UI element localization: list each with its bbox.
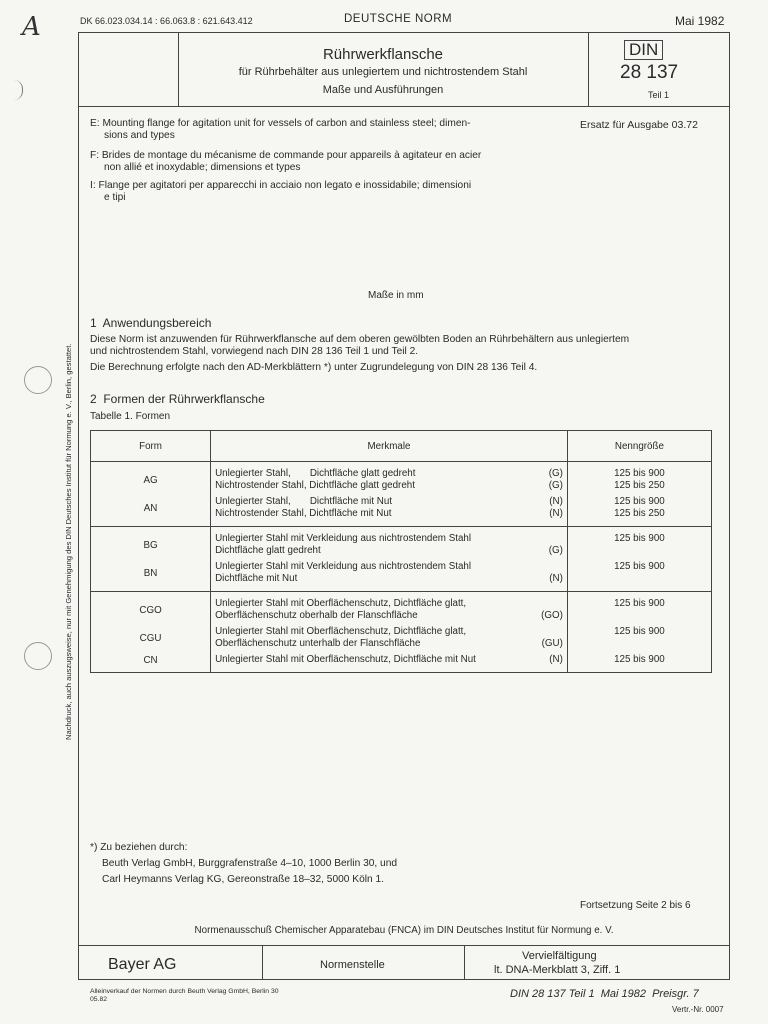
nenngroesse-value: 125 bis 250 <box>614 508 665 519</box>
dk-number: DK 66.023.034.14 : 66.063.8 : 621.643.412 <box>80 16 253 26</box>
merkmal-line <box>215 468 563 480</box>
issue-date: Mai 1982 <box>675 14 725 28</box>
merkmal-text: Dichtfläche mit Nut <box>215 573 298 584</box>
nenngroesse-value: 125 bis 900 <box>614 468 665 479</box>
forms-table <box>90 430 712 673</box>
nenngroesse-cell <box>567 462 711 495</box>
translation-i-line2: e tipi <box>104 192 126 203</box>
table-header-row <box>91 431 712 462</box>
merkmal-text: Nichtrostender Stahl, Dichtfläche glatt gedreht <box>215 480 415 491</box>
merkmale-cell <box>211 592 568 625</box>
section1-heading: 1 Anwendungsbereich <box>90 316 212 330</box>
section1-p2: Die Berechnung erfolgte nach den AD-Merkblättern *) unter Zugrundelegung von DIN 28 136 Teil 4. <box>90 362 538 373</box>
nenngroesse-value <box>572 638 707 650</box>
table-row <box>91 462 712 495</box>
header-form: Form <box>91 431 211 462</box>
merkmal-code: (G) <box>548 468 563 479</box>
translation-english <box>90 118 560 142</box>
merkmal-text: Unlegierter Stahl mit Verkleidung aus nichtrostendem Stahl <box>215 561 472 572</box>
merkmal-code: (N) <box>549 654 563 665</box>
stamp-divider <box>78 945 730 946</box>
form-code: AG <box>91 462 211 495</box>
table-row <box>91 494 712 527</box>
merkmal-text: Oberflächenschutz oberhalb der Flanschfläche <box>215 610 418 621</box>
form-code: CN <box>91 652 211 673</box>
footnote-line1: *) Zu beziehen durch: <box>90 842 188 853</box>
table-row <box>91 527 712 560</box>
merkmale-cell <box>211 624 568 652</box>
doc-title: Rührwerkflansche <box>322 46 444 63</box>
section1-p1-line2: und nichtrostendem Stahl, vorwiegend nach DIN 28 136 Teil 1 und Teil 2. <box>90 346 419 357</box>
sales-note-line2: 05.82 <box>90 996 108 1003</box>
translation-f-line2: non allié et inoxydable; dimensions et types <box>104 162 301 173</box>
merkmal-text: Unlegierter Stahl mit Oberflächenschutz, Dichtfläche glatt, <box>215 598 467 609</box>
department-stamp: Normenstelle <box>320 959 385 971</box>
translation-e-line1: E: Mounting flange for agitation unit for vessels of carbon and stainless steel; dimen- <box>90 118 471 129</box>
units-note: Maße in mm <box>368 290 424 301</box>
translation-f-line1: F: Brides de montage du mécanisme de commande pour appareils à agitateur en acier <box>90 150 482 161</box>
nenngroesse-cell <box>567 527 711 560</box>
footnote-line3: Carl Heymanns Verlag KG, Gereonstraße 18–32, 5000 Köln 1. <box>102 874 385 885</box>
form-code: CGU <box>91 624 211 652</box>
form-code: AN <box>91 494 211 527</box>
merkmal-code: (N) <box>549 573 563 584</box>
stamp-divider-1 <box>262 945 263 980</box>
table-row <box>91 559 712 592</box>
merkmal-text: Unlegierter Stahl, Dichtfläche mit Nut <box>215 496 393 507</box>
merkmal-line <box>215 533 563 545</box>
nenngroesse-value <box>572 573 707 585</box>
form-code: BN <box>91 559 211 592</box>
merkmal-line <box>215 508 563 520</box>
merkmale-cell <box>211 462 568 495</box>
merkmal-line <box>215 545 563 557</box>
merkmal-text: Unlegierter Stahl, Dichtfläche glatt gedreht <box>215 468 416 479</box>
nenngroesse-value: 125 bis 900 <box>614 561 665 572</box>
merkmal-code: (G) <box>548 480 563 491</box>
translation-e-line2: sions and types <box>104 130 175 141</box>
reproduction-stamp: Vervielfältigung <box>522 950 597 962</box>
merkmal-line <box>215 573 563 585</box>
committee-line: Normenausschuß Chemischer Apparatebau (FNCA) im DIN Deutsches Institut für Normung e. V. <box>194 925 614 936</box>
nenngroesse-cell <box>567 624 711 652</box>
doc-subtitle-2: Maße und Ausführungen <box>322 84 444 96</box>
merkmal-code: (N) <box>549 496 563 507</box>
merkmal-text: Unlegierter Stahl mit Oberflächenschutz, Dichtfläche mit Nut <box>215 654 476 665</box>
norm-type: DEUTSCHE NORM <box>344 13 453 25</box>
nenngroesse-cell <box>567 494 711 527</box>
vertical-reprint-note: Nachdruck, auch auszugsweise, nur mit Genehmigung des DIN Deutsches Institut für Normung e. V., Berlin, gestattet. <box>64 343 73 740</box>
doc-reference: DIN 28 137 Teil 1 Mai 1982 Preisgr. 7 <box>510 988 699 1000</box>
nenngroesse-value: 125 bis 250 <box>614 480 665 491</box>
merkmale-cell <box>211 559 568 592</box>
merkmal-text: Unlegierter Stahl mit Verkleidung aus nichtrostendem Stahl <box>215 533 472 544</box>
form-code: CGO <box>91 592 211 625</box>
nenngroesse-value: 125 bis 900 <box>614 654 665 665</box>
translation-i-line1: I: Flange per agitatori per apparecchi in acciaio non legato e inossidabile; dimensioni <box>90 180 472 191</box>
merkmale-cell <box>211 494 568 527</box>
teil-number: Teil 1 <box>648 90 670 100</box>
table-caption: Tabelle 1. Formen <box>90 411 171 422</box>
merkmale-cell <box>211 527 568 560</box>
nenngroesse-cell <box>567 559 711 592</box>
din-number: 28 137 <box>620 62 679 83</box>
stamp-divider-2 <box>464 945 465 980</box>
table-row <box>91 624 712 652</box>
merkmal-line <box>215 626 563 638</box>
replaces-edition: Ersatz für Ausgabe 03.72 <box>580 119 698 131</box>
merkmal-line <box>215 561 563 573</box>
table-row <box>91 592 712 625</box>
merkmal-text: Dichtfläche glatt gedreht <box>215 545 321 556</box>
translation-french <box>90 150 560 174</box>
merkmal-text: Unlegierter Stahl mit Oberflächenschutz, Dichtfläche glatt, <box>215 626 467 637</box>
handwritten-mark: A <box>22 12 41 42</box>
section1-text <box>90 334 720 374</box>
merkmal-text: Nichtrostender Stahl, Dichtfläche mit Nut <box>215 508 392 519</box>
nenngroesse-value <box>572 545 707 557</box>
merkmal-code: (G) <box>548 545 563 556</box>
nenngroesse-cell <box>567 592 711 625</box>
merkmal-code: (GU) <box>541 638 563 649</box>
punch-hole-top <box>24 366 52 394</box>
company-stamp: Bayer AG <box>108 956 177 973</box>
merkmale-cell <box>211 652 568 673</box>
header-right-divider <box>588 32 589 106</box>
distribution-number: Vertr.-Nr. 0007 <box>672 1005 724 1014</box>
merkmal-line <box>215 598 563 610</box>
section1-p1-line1: Diese Norm ist anzuwenden für Rührwerkflansche auf dem oberen gewölbten Boden an Rührbehältern aus unlegiertem <box>90 334 630 345</box>
sales-note-line1: Alleinverkauf der Normen durch Beuth Verlag GmbH, Berlin 30 <box>90 988 279 995</box>
nenngroesse-cell <box>567 652 711 673</box>
table-row <box>91 652 712 673</box>
merkmal-line <box>215 496 563 508</box>
footnote <box>90 842 397 886</box>
nenngroesse-value: 125 bis 900 <box>614 626 665 637</box>
merkmal-line <box>215 610 563 622</box>
footnote-line2: Beuth Verlag GmbH, Burggrafenstraße 4–10, 1000 Berlin 30, und <box>102 858 398 869</box>
form-code: BG <box>91 527 211 560</box>
merkmal-code: (N) <box>549 508 563 519</box>
merkblatt-stamp: lt. DNA-Merkblatt 3, Ziff. 1 <box>494 964 621 976</box>
nenngroesse-value: 125 bis 900 <box>614 496 665 507</box>
merkmal-code: (GO) <box>541 610 563 621</box>
merkmal-line <box>215 480 563 492</box>
nenngroesse-value: 125 bis 900 <box>614 598 665 609</box>
margin-bracket-mark <box>14 80 23 100</box>
merkmal-line <box>215 638 563 650</box>
punch-hole-bottom <box>24 642 52 670</box>
header-divider <box>78 106 730 107</box>
sales-note <box>90 988 279 1004</box>
doc-subtitle: für Rührbehälter aus unlegiertem und nichtrostendem Stahl <box>238 66 528 78</box>
merkmal-line <box>215 654 563 666</box>
nenngroesse-value: 125 bis 900 <box>614 533 665 544</box>
section2-heading: 2 Formen der Rührwerkflansche <box>90 392 265 406</box>
merkmal-text: Oberflächenschutz unterhalb der Flanschfläche <box>215 638 421 649</box>
header-nenngroesse: Nenngröße <box>567 431 711 462</box>
din-logo: DIN <box>624 40 663 60</box>
header-merkmale: Merkmale <box>211 431 568 462</box>
continuation-note: Fortsetzung Seite 2 bis 6 <box>580 900 691 911</box>
nenngroesse-value <box>572 610 707 622</box>
translation-italian <box>90 180 560 204</box>
